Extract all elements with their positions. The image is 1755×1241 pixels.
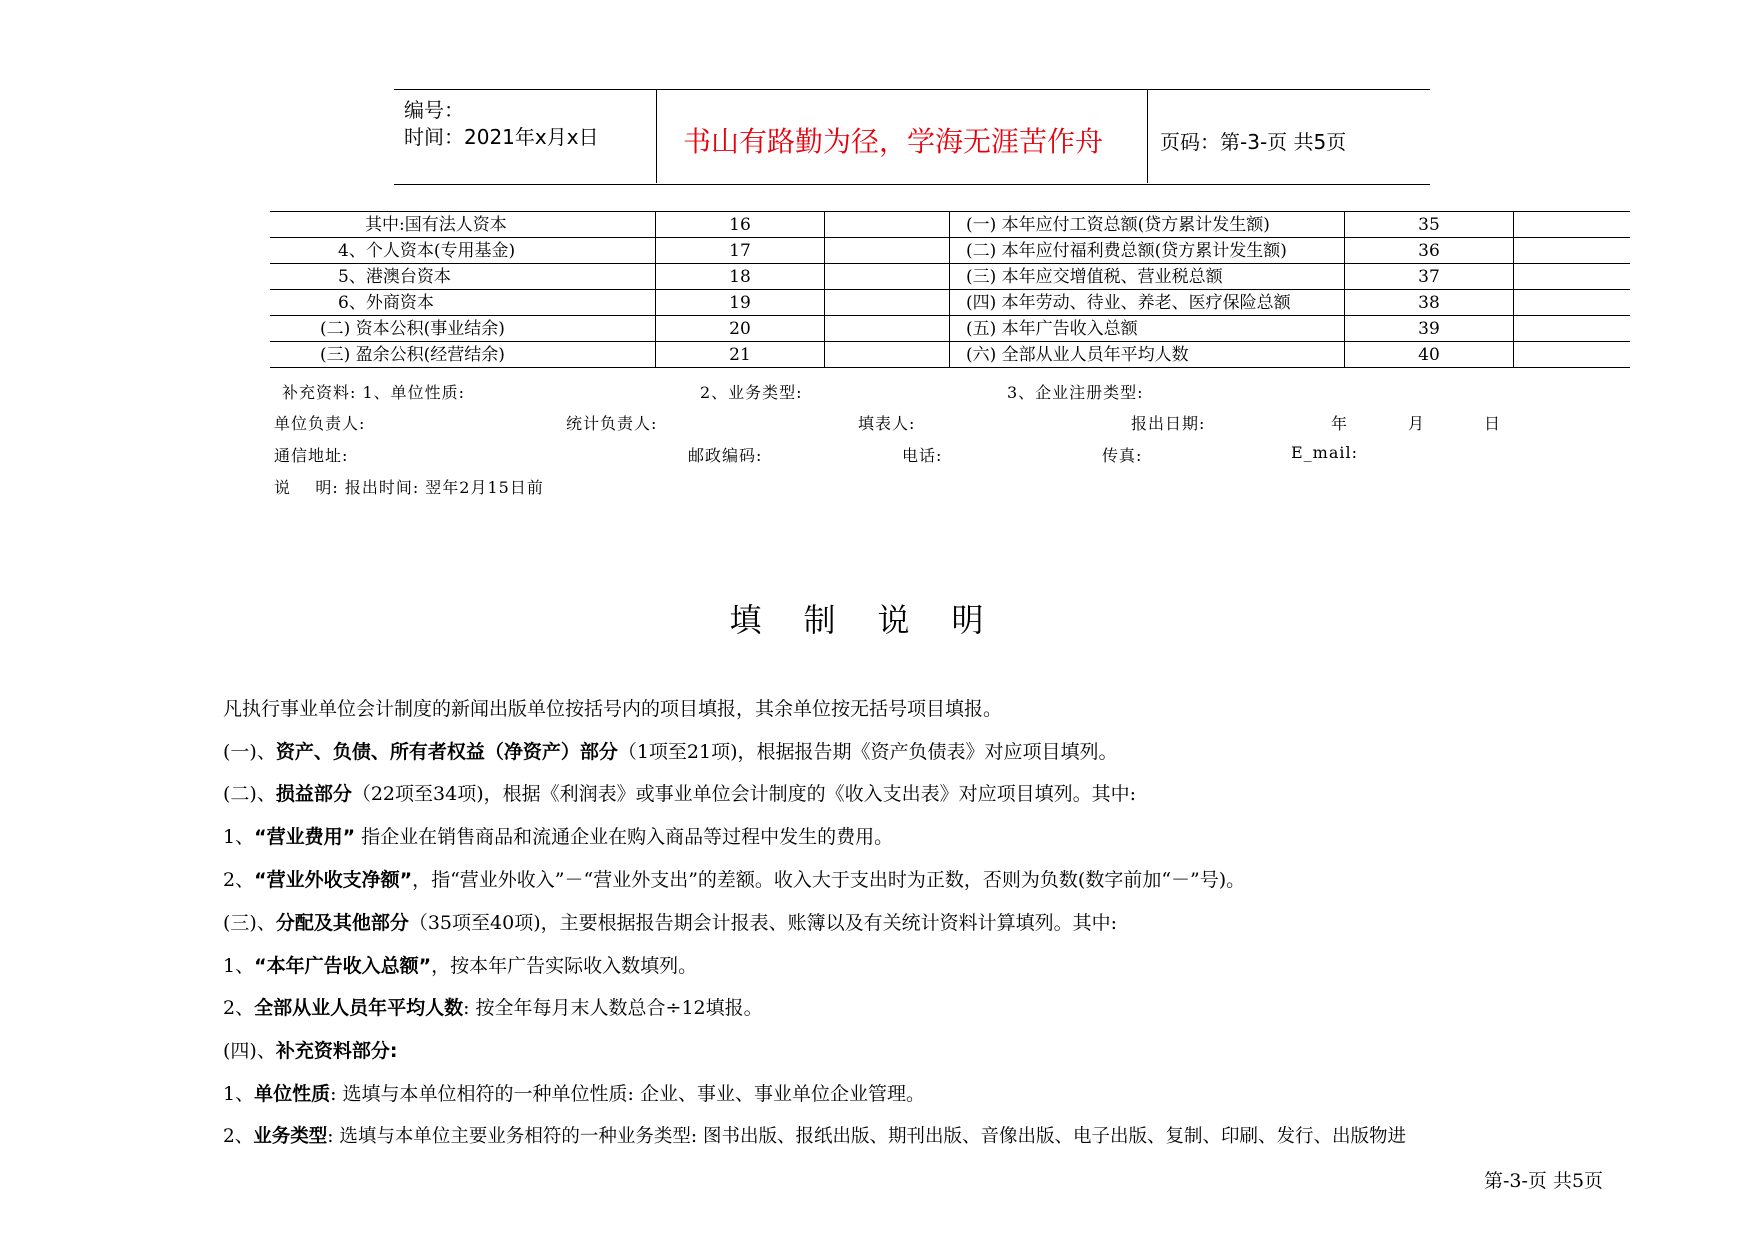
- row-number: 39: [1345, 316, 1514, 342]
- instruction-item: [223, 779, 1136, 806]
- unit-head-label: 单位负责人:: [274, 414, 366, 433]
- value-cell[interactable]: [1514, 264, 1631, 290]
- email-label: E_mail:: [1291, 443, 1359, 462]
- row-number: 38: [1345, 290, 1514, 316]
- item-prefix: 2、: [223, 997, 255, 1019]
- row-number: 18: [656, 264, 825, 290]
- row-label: (二) 本年应付福利费总额(贷方累计发生额): [950, 238, 1345, 264]
- note-label: 说 明: 报出时间: 翌年2月15日前: [274, 478, 544, 497]
- value-cell[interactable]: [825, 264, 950, 290]
- time-label: 时间：2021年x月x日: [404, 125, 599, 149]
- filler-label: 填表人:: [858, 414, 916, 433]
- item-prefix: 1、: [223, 1083, 255, 1105]
- instruction-item: [223, 737, 1118, 764]
- value-cell[interactable]: [1514, 290, 1631, 316]
- item-text: （1项至21项)，根据报告期《资产负债表》对应项目填列。: [617, 741, 1118, 763]
- row-label: (五) 本年广告收入总额: [950, 316, 1345, 342]
- row-label: (三) 本年应交增值税、营业税总额: [950, 264, 1345, 290]
- header-divider: [1147, 89, 1148, 183]
- phone-label: 电话:: [902, 446, 943, 465]
- value-cell[interactable]: [825, 238, 950, 264]
- table-row: [270, 290, 1630, 316]
- row-label: (六) 全部从业人员年平均人数: [950, 342, 1345, 368]
- value-cell[interactable]: [1514, 238, 1631, 264]
- row-label: (二) 资本公积(事业结余): [270, 316, 656, 342]
- row-number: 40: [1345, 342, 1514, 368]
- page-footer: 第-3-页 共5页: [1484, 1170, 1604, 1192]
- item-heading: 全部从业人员年平均人数: [254, 997, 464, 1019]
- item-text: 指企业在销售商品和流通企业在购入商品等过程中发生的费用。: [361, 826, 894, 848]
- value-cell[interactable]: [1514, 316, 1631, 342]
- intro-paragraph: 凡执行事业单位会计制度的新闻出版单位按括号内的项目填报，其余单位按无括号项目填报。: [223, 698, 1003, 720]
- capital-table: [270, 211, 1630, 368]
- item-prefix: (一)、: [223, 741, 276, 763]
- table-row: [270, 342, 1630, 368]
- item-heading: 业务类型: [253, 1126, 328, 1147]
- item-heading: 单位性质: [254, 1083, 331, 1105]
- day-label: 日: [1484, 414, 1502, 433]
- instruction-item: [223, 908, 1117, 935]
- table-row: [270, 212, 1630, 238]
- supplement-unit-nature: 补充资料: 1、单位性质:: [282, 383, 466, 402]
- row-number: 36: [1345, 238, 1514, 264]
- instruction-item: [223, 1036, 397, 1063]
- row-number: 17: [656, 238, 825, 264]
- instruction-item: [223, 1122, 1406, 1148]
- item-text: : 选填与本单位主要业务相符的一种业务类型: 图书出版、报纸出版、期刊出版、音像出版、电子出版、复制、印刷、发行、出版物进: [327, 1126, 1407, 1147]
- item-prefix: (三)、: [223, 912, 276, 934]
- value-cell[interactable]: [825, 212, 950, 238]
- instruction-item: [223, 1079, 925, 1106]
- value-cell[interactable]: [825, 290, 950, 316]
- item-heading: “营业费用”: [254, 826, 356, 848]
- header-divider: [656, 89, 657, 183]
- item-text: : 按全年每月末人数总合÷12填报。: [463, 997, 763, 1019]
- row-label: 4、个人资本(专用基金): [270, 238, 656, 264]
- table-row: [270, 316, 1630, 342]
- supplement-registration-type: 3、企业注册类型:: [1007, 383, 1144, 402]
- value-cell[interactable]: [825, 316, 950, 342]
- table-row: [270, 264, 1630, 290]
- item-text: ，按本年广告实际收入数填列。: [431, 955, 698, 977]
- item-prefix: 2、: [223, 869, 255, 891]
- item-prefix: 1、: [223, 955, 255, 977]
- item-prefix: 1、: [223, 826, 255, 848]
- value-cell[interactable]: [1514, 342, 1631, 368]
- row-number: 19: [656, 290, 825, 316]
- year-label: 年: [1331, 414, 1349, 433]
- table-row: [270, 238, 1630, 264]
- serial-label: 编号：: [404, 98, 464, 122]
- item-heading: 资产、负债、所有者权益（净资产）部分: [275, 741, 618, 763]
- value-cell[interactable]: [825, 342, 950, 368]
- row-label: (四) 本年劳动、待业、养老、医疗保险总额: [950, 290, 1345, 316]
- report-date-label: 报出日期:: [1131, 414, 1206, 433]
- item-prefix: (四)、: [223, 1040, 276, 1062]
- row-label: (三) 盈余公积(经营结余): [270, 342, 656, 368]
- value-cell[interactable]: [1514, 212, 1631, 238]
- stat-head-label: 统计负责人:: [566, 414, 658, 433]
- item-heading: 补充资料部分:: [275, 1040, 398, 1062]
- item-heading: 损益部分: [275, 783, 352, 805]
- row-label: 6、外商资本: [270, 290, 656, 316]
- item-text: ，指“营业外收入”－“营业外支出”的差额。收入大于支出时为正数，否则为负数(数字前加“－”号)。: [412, 869, 1246, 891]
- item-heading: 分配及其他部分: [275, 912, 409, 934]
- month-label: 月: [1408, 414, 1426, 433]
- row-label: 其中:国有法人资本: [270, 212, 656, 238]
- row-number: 21: [656, 342, 825, 368]
- fax-label: 传真:: [1102, 446, 1143, 465]
- row-label: (一) 本年应付工资总额(贷方累计发生额): [950, 212, 1345, 238]
- page-label: 页码：第-3-页 共5页: [1160, 130, 1347, 154]
- supplement-business-type: 2、业务类型:: [700, 383, 803, 402]
- instruction-item: [223, 951, 697, 978]
- item-heading: “本年广告收入总额”: [254, 955, 432, 977]
- item-text: （22项至34项)，根据《利润表》或事业单位会计制度的《收入支出表》对应项目填列。其中:: [351, 783, 1137, 805]
- instruction-item: [223, 993, 763, 1020]
- instruction-item: [223, 865, 1245, 892]
- row-number: 20: [656, 316, 825, 342]
- row-label: 5、港澳台资本: [270, 264, 656, 290]
- item-prefix: 2、: [223, 1126, 254, 1147]
- item-text: （35项至40项)，主要根据报告期会计报表、账簿以及有关统计资料计算填列。其中:: [408, 912, 1118, 934]
- item-text: : 选填与本单位相符的一种单位性质: 企业、事业、事业单位企业管理。: [330, 1083, 925, 1105]
- item-heading: “营业外收支净额”: [254, 869, 413, 891]
- instruction-item: [223, 822, 893, 849]
- page-title: 填制说明: [729, 601, 1026, 639]
- row-number: 35: [1345, 212, 1514, 238]
- address-label: 通信地址:: [274, 446, 349, 465]
- row-number: 37: [1345, 264, 1514, 290]
- motto: 书山有路勤为径，学海无涯苦作舟: [683, 125, 1104, 158]
- postcode-label: 邮政编码:: [688, 446, 763, 465]
- row-number: 16: [656, 212, 825, 238]
- item-prefix: (二)、: [223, 783, 276, 805]
